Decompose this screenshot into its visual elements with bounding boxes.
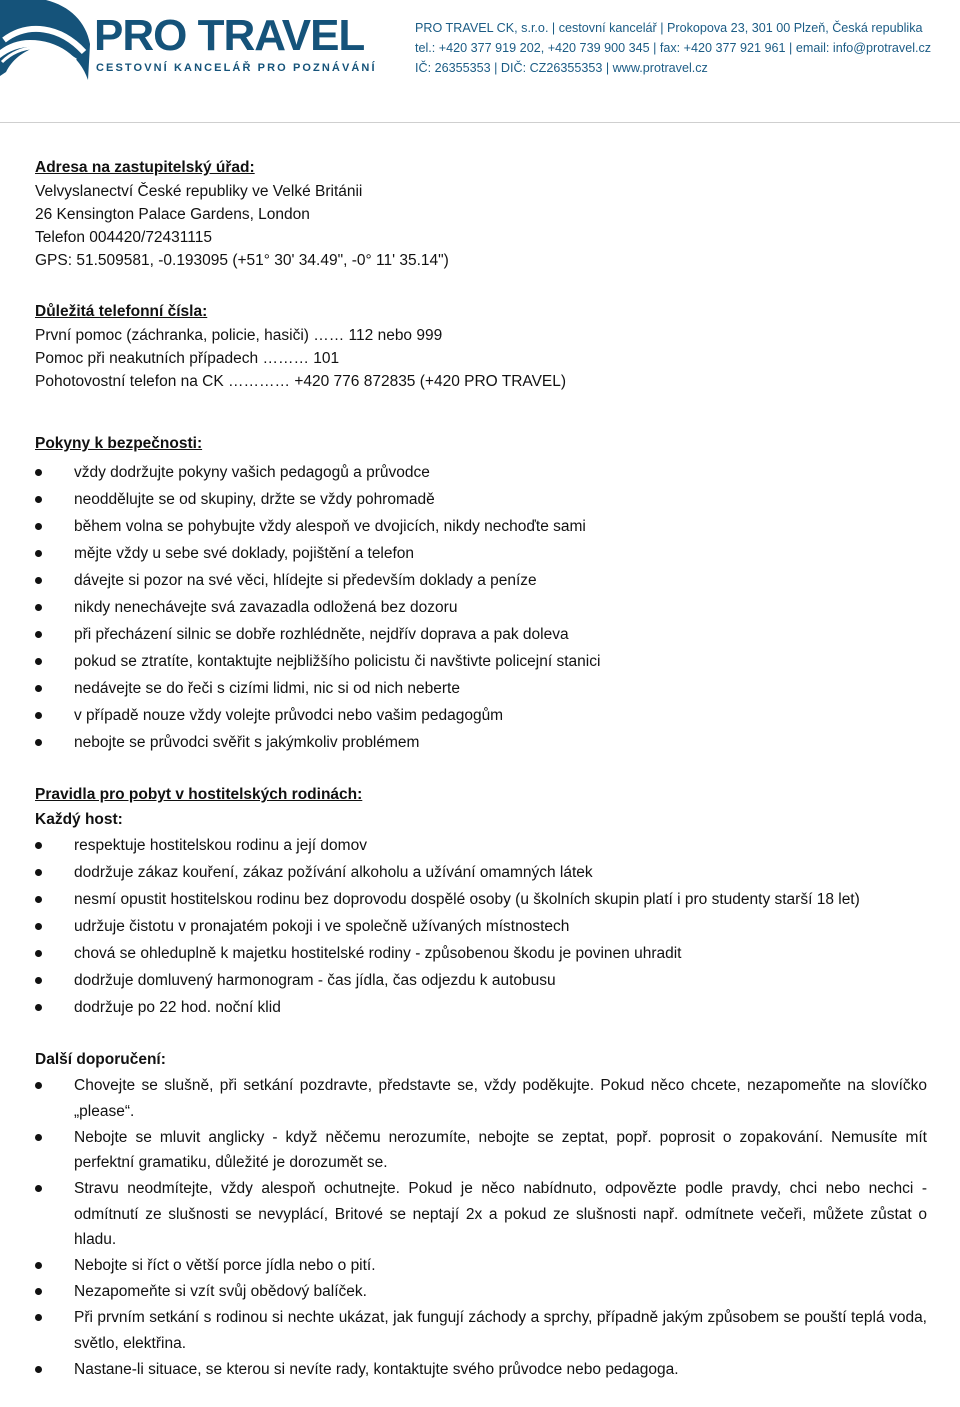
list-item: chová se ohleduplně k majetku hostitelské rodiny - způsobenou škodu je povinen uhradit <box>35 940 927 967</box>
list-item: nikdy nenechávejte svá zavazadla odložená bez dozoru <box>35 594 927 621</box>
logo-wordmark: PRO TRAVEL <box>94 11 365 60</box>
company-ids: IČ: 26355353 | DIČ: CZ26355353 | www.protravel.cz <box>415 61 708 75</box>
host-subtitle: Každý host: <box>35 811 123 828</box>
list-item: pokud se ztratíte, kontaktujte nejbližšího policistu či navštivte policejní stanici <box>35 648 927 675</box>
tips-title: Další doporučení: <box>35 1051 166 1068</box>
list-item: udržuje čistotu v pronajatém pokoji i ve společně užívaných místnostech <box>35 913 927 940</box>
list-item: Nebojte si říct o větší porce jídla nebo o pití. <box>35 1253 927 1279</box>
list-item: dávejte si pozor na své věci, hlídejte si především doklady a peníze <box>35 567 927 594</box>
document-body <box>35 156 927 1383</box>
list-item: Chovejte se slušně, při setkání pozdravte, představte se, vždy poděkujte. Pokud něco chcete, nezapomeňte na slovíčko „please“. <box>35 1073 927 1124</box>
list-item: Nebojte se mluvit anglicky - když něčemu nerozumíte, nebojte se zeptat, popř. poprosit o zopakování. Nemusíte mít perfektní gramatiku, důležité je dorozumět se. <box>35 1125 927 1176</box>
list-item: Stravu neodmítejte, vždy alespoň ochutnejte. Pokud je něco nabídnuto, odpovězte podle pravdy, chci nebo nechci - odmítnutí ze slušnosti se nevyplácí, Britové se neptají 2x a pokud ze slušnosti např. odmítnete večeři, můžete zůstat o hladu. <box>35 1176 927 1253</box>
embassy-title: Adresa na zastupitelský úřad: <box>35 159 255 176</box>
safety-title: Pokyny k bezpečnosti: <box>35 435 203 452</box>
tips-list <box>35 1073 927 1382</box>
embassy-line: 26 Kensington Palace Gardens, London <box>35 206 310 223</box>
list-item: dodržuje domluvený harmonogram - čas jídla, čas odjezdu k autobusu <box>35 967 927 994</box>
list-item: nebojte se průvodci svěřit s jakýmkoliv problémem <box>35 729 927 756</box>
phones-section <box>35 300 927 393</box>
embassy-line: GPS: 51.509581, -0.193095 (+51° 30' 34.49", -0° 11' 35.14") <box>35 252 449 269</box>
list-item: mějte vždy u sebe své doklady, pojištění a telefon <box>35 540 927 567</box>
list-item: Nastane-li situace, se kterou si nevíte rady, kontaktujte svého průvodce nebo pedagoga. <box>35 1357 927 1383</box>
tips-section <box>35 1047 927 1382</box>
safety-list <box>35 459 927 756</box>
company-info <box>415 18 960 78</box>
phone-line: Pomoc při neakutních případech ……… 101 <box>35 350 340 367</box>
host-title: Pravidla pro pobyt v hostitelských rodinách: <box>35 786 363 803</box>
company-address: PRO TRAVEL CK, s.r.o. | cestovní kancelář | Prokopova 23, 301 00 Plzeň, Česká republika <box>415 21 923 35</box>
safety-section <box>35 432 927 756</box>
host-list <box>35 832 927 1021</box>
list-item: v případě nouze vždy volejte průvodci nebo vašim pedagogům <box>35 702 927 729</box>
list-item: respektuje hostitelskou rodinu a její domov <box>35 832 927 859</box>
list-item: dodržuje po 22 hod. noční klid <box>35 994 927 1021</box>
list-item: Nezapomeňte si vzít svůj obědový balíček. <box>35 1279 927 1305</box>
embassy-line: Velvyslanectví České republiky ve Velké Británii <box>35 183 363 200</box>
list-item: vždy dodržujte pokyny vašich pedagogů a průvodce <box>35 459 927 486</box>
phones-title: Důležitá telefonní čísla: <box>35 303 208 320</box>
letterhead <box>0 0 960 123</box>
list-item: při přecházení silnic se dobře rozhlédněte, nejdřív doprava a pak doleva <box>35 621 927 648</box>
phone-line: Pohotovostní telefon na CK ………… +420 776 872835 (+420 PRO TRAVEL) <box>35 373 567 390</box>
embassy-section <box>35 156 927 272</box>
list-item: během volna se pohybujte vždy alespoň ve dvojicích, nikdy nechoďte sami <box>35 513 927 540</box>
list-item: nesmí opustit hostitelskou rodinu bez doprovodu dospělé osoby (u školních skupin platí i pro studenty starší 18 let) <box>35 886 927 913</box>
logo-tagline: CESTOVNÍ KANCELÁŘ PRO POZNÁVÁNÍ <box>96 62 377 74</box>
company-contacts: tel.: +420 377 919 202, +420 739 900 345 | fax: +420 377 921 961 | email: info@protravel.cz <box>415 41 932 55</box>
header-divider <box>0 122 960 123</box>
list-item: nedávejte se do řeči s cizími lidmi, nic si od nich neberte <box>35 675 927 702</box>
list-item: Při prvním setkání s rodinou si nechte ukázat, jak fungují záchody a sprchy, případně jakým způsobem se pouští teplá voda, světlo, elektřina. <box>35 1305 927 1356</box>
logo-emblem-icon <box>0 0 92 92</box>
list-item: neoddělujte se od skupiny, držte se vždy pohromadě <box>35 486 927 513</box>
list-item: dodržuje zákaz kouření, zákaz požívání alkoholu a užívání omamných látek <box>35 859 927 886</box>
embassy-line: Telefon 004420/72431115 <box>35 229 212 246</box>
phone-line: První pomoc (záchranka, policie, hasiči) …… 112 nebo 999 <box>35 327 443 344</box>
host-section <box>35 783 927 1021</box>
